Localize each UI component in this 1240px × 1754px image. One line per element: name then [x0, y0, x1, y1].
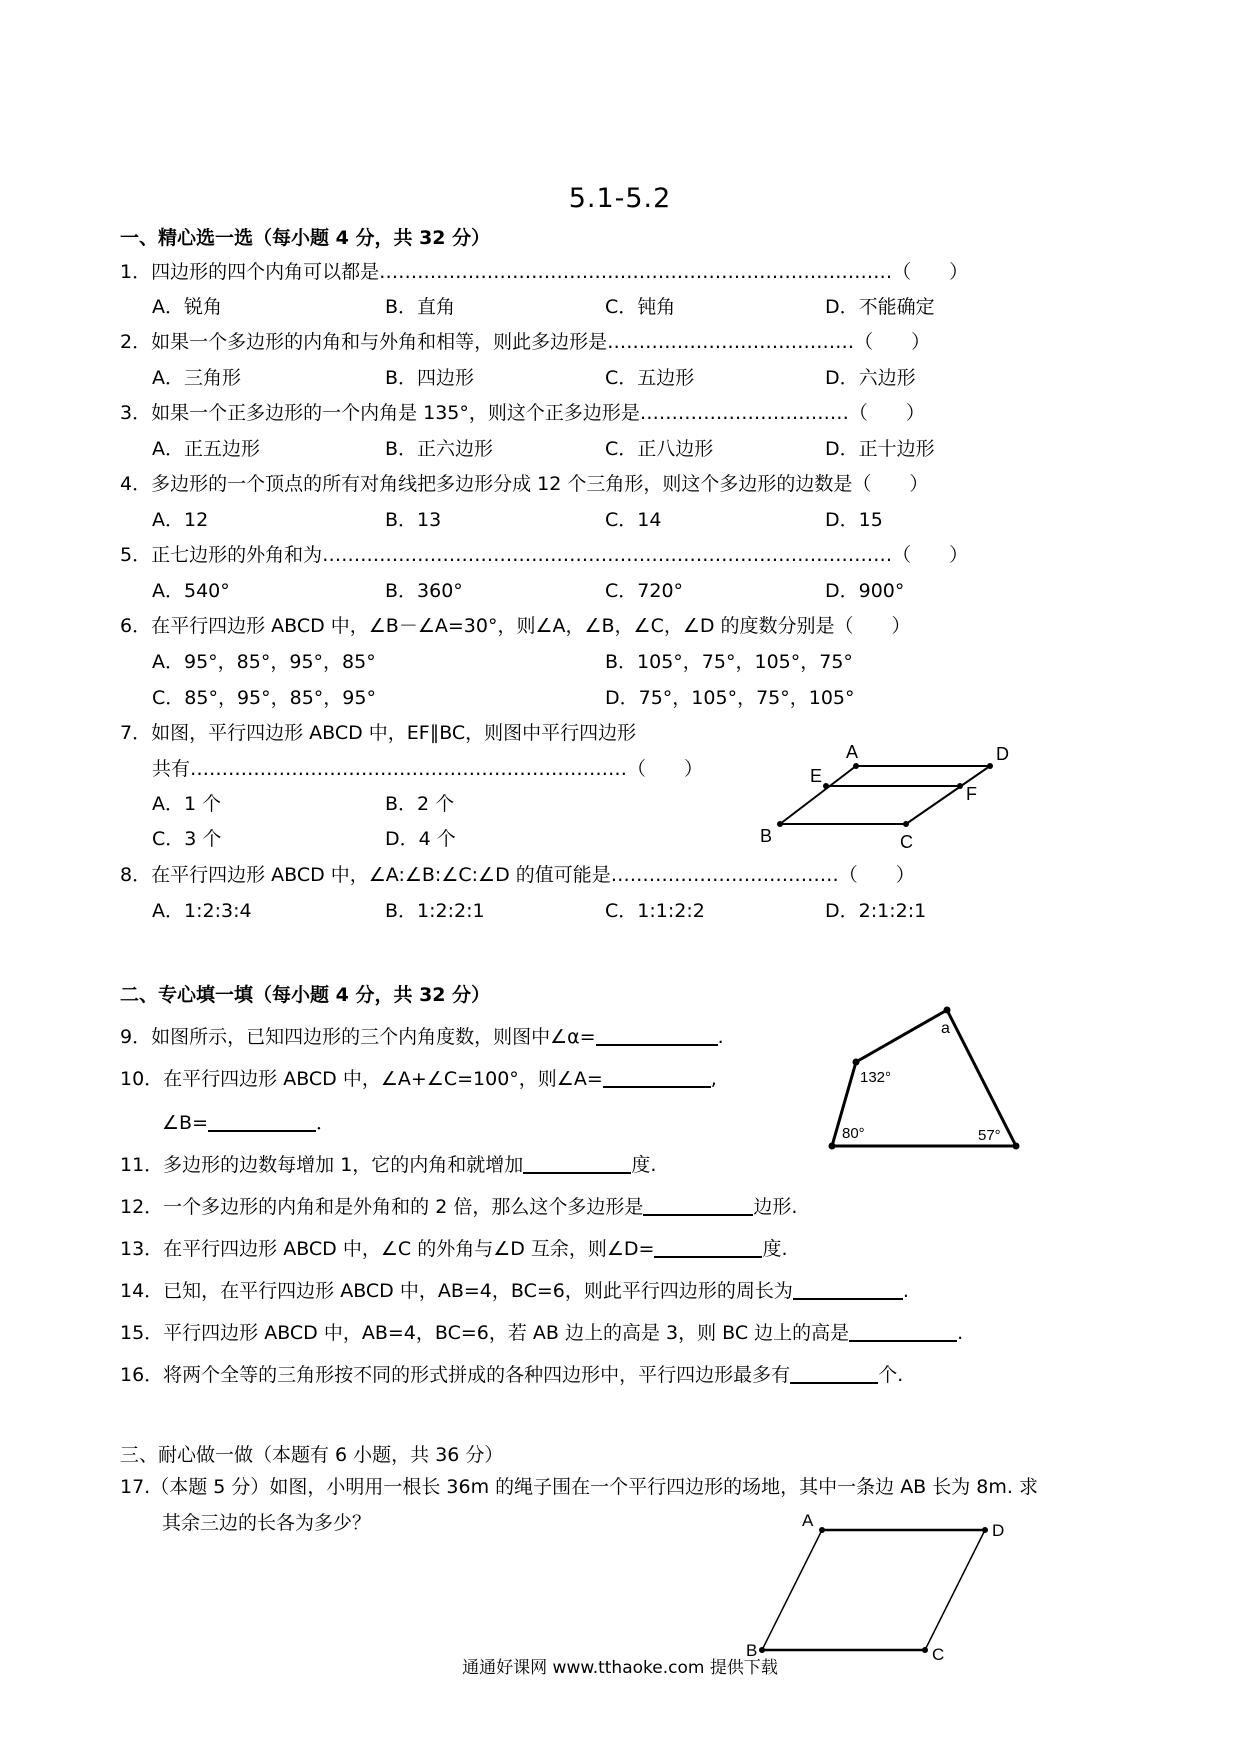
q4-option-a: A．12: [152, 509, 209, 531]
q3-option-c: C．正八边形: [605, 438, 714, 460]
q5-option-c: C．720°: [605, 580, 684, 602]
question-10: 10．在平行四边形 ABCD 中，∠A+∠C=100°，则∠A= ,: [120, 1068, 717, 1090]
question-14: 14．已知，在平行四边形 ABCD 中，AB=4，BC=6，则此平行四边形的周长为 .: [120, 1280, 909, 1302]
fig7-label-d: D: [996, 744, 1009, 764]
q3-option-a: A．正五边形: [152, 438, 260, 460]
q4-option-b: B．13: [385, 509, 442, 531]
section3-heading: 三、耐心做一做（本题有 6 小题，共 36 分）: [120, 1444, 504, 1466]
q1-option-b: B．直角: [385, 296, 456, 318]
question-12: 12．一个多边形的内角和是外角和的 2 倍，那么这个多边形是 边形.: [120, 1196, 798, 1218]
question-16: 16．将两个全等的三角形按不同的形式拼成的各种四边形中，平行四边形最多有 个.: [120, 1364, 904, 1386]
q8-option-c: C．1:1:2:2: [605, 900, 705, 922]
fig7-label-c: C: [900, 832, 913, 852]
q2-option-d: D．六边形: [825, 367, 916, 389]
q1-option-a: A．锐角: [152, 296, 222, 318]
q6-option-a: A．95°，85°，95°，85°: [152, 651, 376, 673]
q2-option-b: B．四边形: [385, 367, 475, 389]
question-5: 5．正七边形的外角和为………………………………………………………………………………（ ）: [120, 544, 969, 566]
q13-answer-blank[interactable]: [654, 1236, 762, 1258]
q5-option-a: A．540°: [152, 580, 230, 602]
question-10-line2: ∠B= ．: [162, 1112, 336, 1134]
q7-option-c: C．3 个: [152, 828, 222, 850]
question-2: 2．如果一个多边形的内角和与外角和相等，则此多边形是…………………………………（ ）: [120, 331, 931, 353]
fig9-label-57: 57°: [978, 1127, 1001, 1144]
q11-answer-blank[interactable]: [523, 1152, 631, 1174]
figure-q7-parallelogram: [760, 740, 1020, 860]
fig17-label-d: D: [992, 1521, 1005, 1540]
question-4: 4．多边形的一个顶点的所有对角线把多边形分成 12 个三角形，则这个多边形的边数是（ ）: [120, 473, 929, 495]
fig9-label-132: 132°: [860, 1069, 892, 1086]
figure-q17-parallelogram: [740, 1500, 1020, 1665]
q8-option-d: D．2:1:2:1: [825, 900, 927, 922]
fig7-label-a: A: [846, 742, 859, 762]
q8-option-a: A．1:2:3:4: [152, 900, 252, 922]
question-15: 15．平行四边形 ABCD 中，AB=4，BC=6，若 AB 边上的高是 3，则 BC 边上的高是 .: [120, 1322, 964, 1344]
q2-option-c: C．五边形: [605, 367, 695, 389]
question-9: 9．如图所示，已知四边形的三个内角度数，则图中∠α= .: [120, 1026, 724, 1048]
question-8: 8．在平行四边形 ABCD 中，∠A:∠B:∠C:∠D 的值可能是………………………………（ ）: [120, 864, 915, 886]
q8-option-b: B．1:2:2:1: [385, 900, 485, 922]
q5-option-d: D．900°: [825, 580, 905, 602]
q4-option-d: D．15: [825, 509, 883, 531]
section1-heading: 一、精心选一选（每小题 4 分，共 32 分）: [120, 227, 491, 249]
fig9-label-80: 80°: [842, 1125, 865, 1142]
question-6: 6．在平行四边形 ABCD 中，∠B－∠A=30°，则∠A，∠B，∠C，∠D 的度数分别是（ ）: [120, 615, 911, 637]
fig17-label-c: C: [932, 1645, 945, 1664]
fig9-label-alpha: a: [941, 1020, 950, 1037]
fig17-label-a: A: [802, 1511, 814, 1530]
q7-option-b: B．2 个: [385, 793, 455, 815]
q9-answer-blank[interactable]: [596, 1024, 718, 1046]
fig7-label-b: B: [760, 826, 773, 846]
figure-q9-quadrilateral: [820, 1000, 1030, 1150]
fig7-label-e: E: [810, 766, 823, 786]
question-13: 13．在平行四边形 ABCD 中，∠C 的外角与∠D 互余，则∠D= 度.: [120, 1238, 788, 1260]
q5-option-b: B．360°: [385, 580, 463, 602]
question-3: 3．如果一个正多边形的一个内角是 135°，则这个正多边形是……………………………（ ）: [120, 402, 925, 424]
q3-option-b: B．正六边形: [385, 438, 494, 460]
q1-option-d: D．不能确定: [825, 296, 935, 318]
page-footer: 通通好课网 www.tthaoke.com 提供下载: [462, 1658, 778, 1678]
q7-option-a: A．1 个: [152, 793, 222, 815]
fig7-label-f: F: [966, 784, 977, 804]
q6-option-c: C．85°，95°，85°，95°: [152, 687, 376, 709]
question-11: 11．多边形的边数每增加 1，它的内角和就增加 度.: [120, 1154, 657, 1176]
q3-option-d: D．正十边形: [825, 438, 935, 460]
question-17-line2: 其余三边的长各为多少？: [162, 1512, 372, 1534]
q2-option-a: A．三角形: [152, 367, 241, 389]
question-17-line1: 17.（本题 5 分）如图，小明用一根长 36m 的绳子围在一个平行四边形的场地，其中一条边 AB 长为 8m. 求: [120, 1476, 1038, 1498]
q15-answer-blank[interactable]: [849, 1320, 957, 1342]
q14-answer-blank[interactable]: [793, 1278, 903, 1300]
q16-answer-blank[interactable]: [790, 1362, 878, 1384]
q6-option-b: B．105°，75°，105°，75°: [605, 651, 853, 673]
q4-option-c: C．14: [605, 509, 662, 531]
q10-answer-a-blank[interactable]: [603, 1066, 711, 1088]
q12-answer-blank[interactable]: [643, 1194, 753, 1216]
q1-option-c: C．钝角: [605, 296, 676, 318]
question-1: 1．四边形的四个内角可以都是………………………………………………………………………（ ）: [120, 261, 969, 283]
page-title: 5.1-5.2: [568, 183, 672, 214]
question-7-line2: 共有……………………………………………………………（ ）: [152, 758, 704, 780]
question-7-line1: 7．如图，平行四边形 ABCD 中，EF∥BC，则图中平行四边形: [120, 722, 637, 744]
q6-option-d: D．75°，105°，75°，105°: [605, 687, 855, 709]
q7-option-d: D．4 个: [385, 828, 456, 850]
section2-heading: 二、专心填一填（每小题 4 分，共 32 分）: [120, 984, 491, 1006]
fig17-label-b: B: [746, 1641, 758, 1660]
q10-answer-b-blank[interactable]: [208, 1110, 316, 1132]
